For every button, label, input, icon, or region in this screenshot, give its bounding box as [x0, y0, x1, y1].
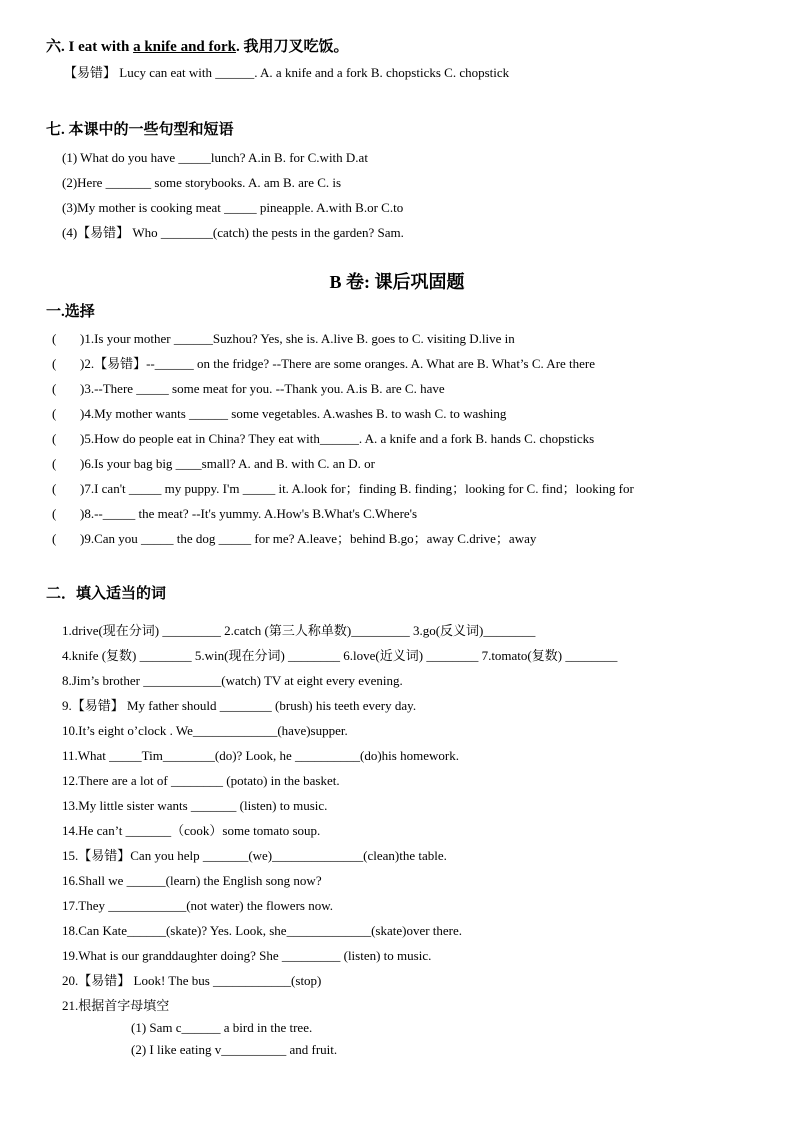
answer-paren: (: [52, 431, 57, 446]
fill-sub-item: (1) Sam c______ a bird in the tree.: [131, 1020, 313, 1035]
fill-item: 13.My little sister wants _______ (listen) to music.: [62, 798, 328, 813]
section-7-item: (3)My mother is cooking meat _____ pineapple. A.with B.or C.to: [62, 200, 404, 215]
choice-question: )5.How do people eat in China? They eat with______. A. a knife and a fork B. hands C. chopsticks: [80, 431, 595, 446]
fill-item: 14.He can’t _______（cook）some tomato soup.: [62, 823, 321, 838]
choice-question: )9.Can you _____ the dog _____ for me? A.leave；behind B.go；away C.drive；away: [80, 531, 537, 546]
section-7-item: (4)【易错】 Who ________(catch) the pests in the garden? Sam.: [62, 225, 404, 240]
choice-question: )4.My mother wants ______ some vegetables. A.washes B. to wash C. to washing: [80, 406, 507, 421]
fill-item: 12.There are a lot of ________ (potato) in the basket.: [62, 773, 340, 788]
fill-sub-item: (2) I like eating v__________ and fruit.: [131, 1042, 338, 1057]
section-7-item: (2)Here _______ some storybooks. A. am B. are C. is: [62, 175, 342, 190]
fill-item: 11.What _____Tim________(do)? Look, he __________(do)his homework.: [62, 748, 459, 763]
fill-item: 15.【易错】Can you help _______(we)______________(clean)the table.: [62, 848, 447, 863]
fill-item: 19.What is our granddaughter doing? She _________ (listen) to music.: [62, 948, 432, 963]
section-7-item: (1) What do you have _____lunch? A.in B. for C.with D.at: [62, 150, 368, 165]
choice-question: )3.--There _____ some meat for you. --Thank you. A.is B. are C. have: [80, 381, 445, 396]
fill-item: 8.Jim’s brother ____________(watch) TV at eight every evening.: [62, 673, 403, 688]
answer-paren: (: [52, 406, 57, 421]
fill-item: 1.drive(现在分词) _________ 2.catch (第三人称单数)_________ 3.go(反义词)________: [62, 623, 536, 638]
section-6-title-suffix: . 我用刀叉吃饭。: [236, 39, 349, 55]
fill-item: 20.【易错】 Look! The bus ____________(stop): [62, 973, 322, 988]
fill-item: 9.【易错】 My father should ________ (brush) his teeth every day.: [62, 698, 417, 713]
section-6-title: [46, 38, 349, 56]
answer-paren: (: [52, 481, 57, 496]
section-7-title: 七. 本课中的一些句型和短语: [46, 122, 234, 138]
fill-item: 21.根据首字母填空: [62, 998, 170, 1013]
fill-item: 17.They ____________(not water) the flowers now.: [62, 898, 334, 913]
answer-paren: (: [52, 381, 57, 396]
choice-section-title: 一.选择: [46, 304, 95, 320]
choice-question: )2.【易错】--______ on the fridge? --There are some oranges. A. What are B. What’s C. Are there: [80, 356, 596, 371]
fill-item: 18.Can Kate______(skate)? Yes. Look, she_____________(skate)over there.: [62, 923, 463, 938]
choice-question: )7.I can't _____ my puppy. I'm _____ it. A.look for；finding B. finding；looking for C. find；looking for: [80, 481, 634, 496]
choice-question: )8.--_____ the meat? --It's yummy. A.How's B.What's C.Where's: [80, 506, 418, 521]
section-6-question: 【易错】 Lucy can eat with ______. A. a knife and a fork B. chopsticks C. chopstick: [64, 65, 510, 80]
answer-paren: (: [52, 356, 57, 371]
answer-paren: (: [52, 506, 57, 521]
answer-paren: (: [52, 331, 57, 346]
part-b-title: B 卷: 课后巩固题: [329, 272, 465, 292]
choice-question: )1.Is your mother ______Suzhou? Yes, she is. A.live B. goes to C. visiting D.live in: [80, 331, 515, 346]
section-6-title-prefix: 六. I eat with: [46, 39, 134, 55]
fill-item: 4.knife (复数) ________ 5.win(现在分词) ________ 6.love(近义词) ________ 7.tomato(复数) ________: [62, 648, 618, 663]
answer-paren: (: [52, 531, 57, 546]
section-6-title-underlined: a knife and fork: [133, 39, 237, 55]
fill-section-title: 二．填入适当的词: [46, 586, 167, 602]
choice-question: )6.Is your bag big ____small? A. and B. with C. an D. or: [80, 456, 375, 471]
fill-item: 10.It’s eight o’clock . We_____________(have)supper.: [62, 723, 348, 738]
fill-item: 16.Shall we ______(learn) the English song now?: [62, 873, 322, 888]
answer-paren: (: [52, 456, 57, 471]
